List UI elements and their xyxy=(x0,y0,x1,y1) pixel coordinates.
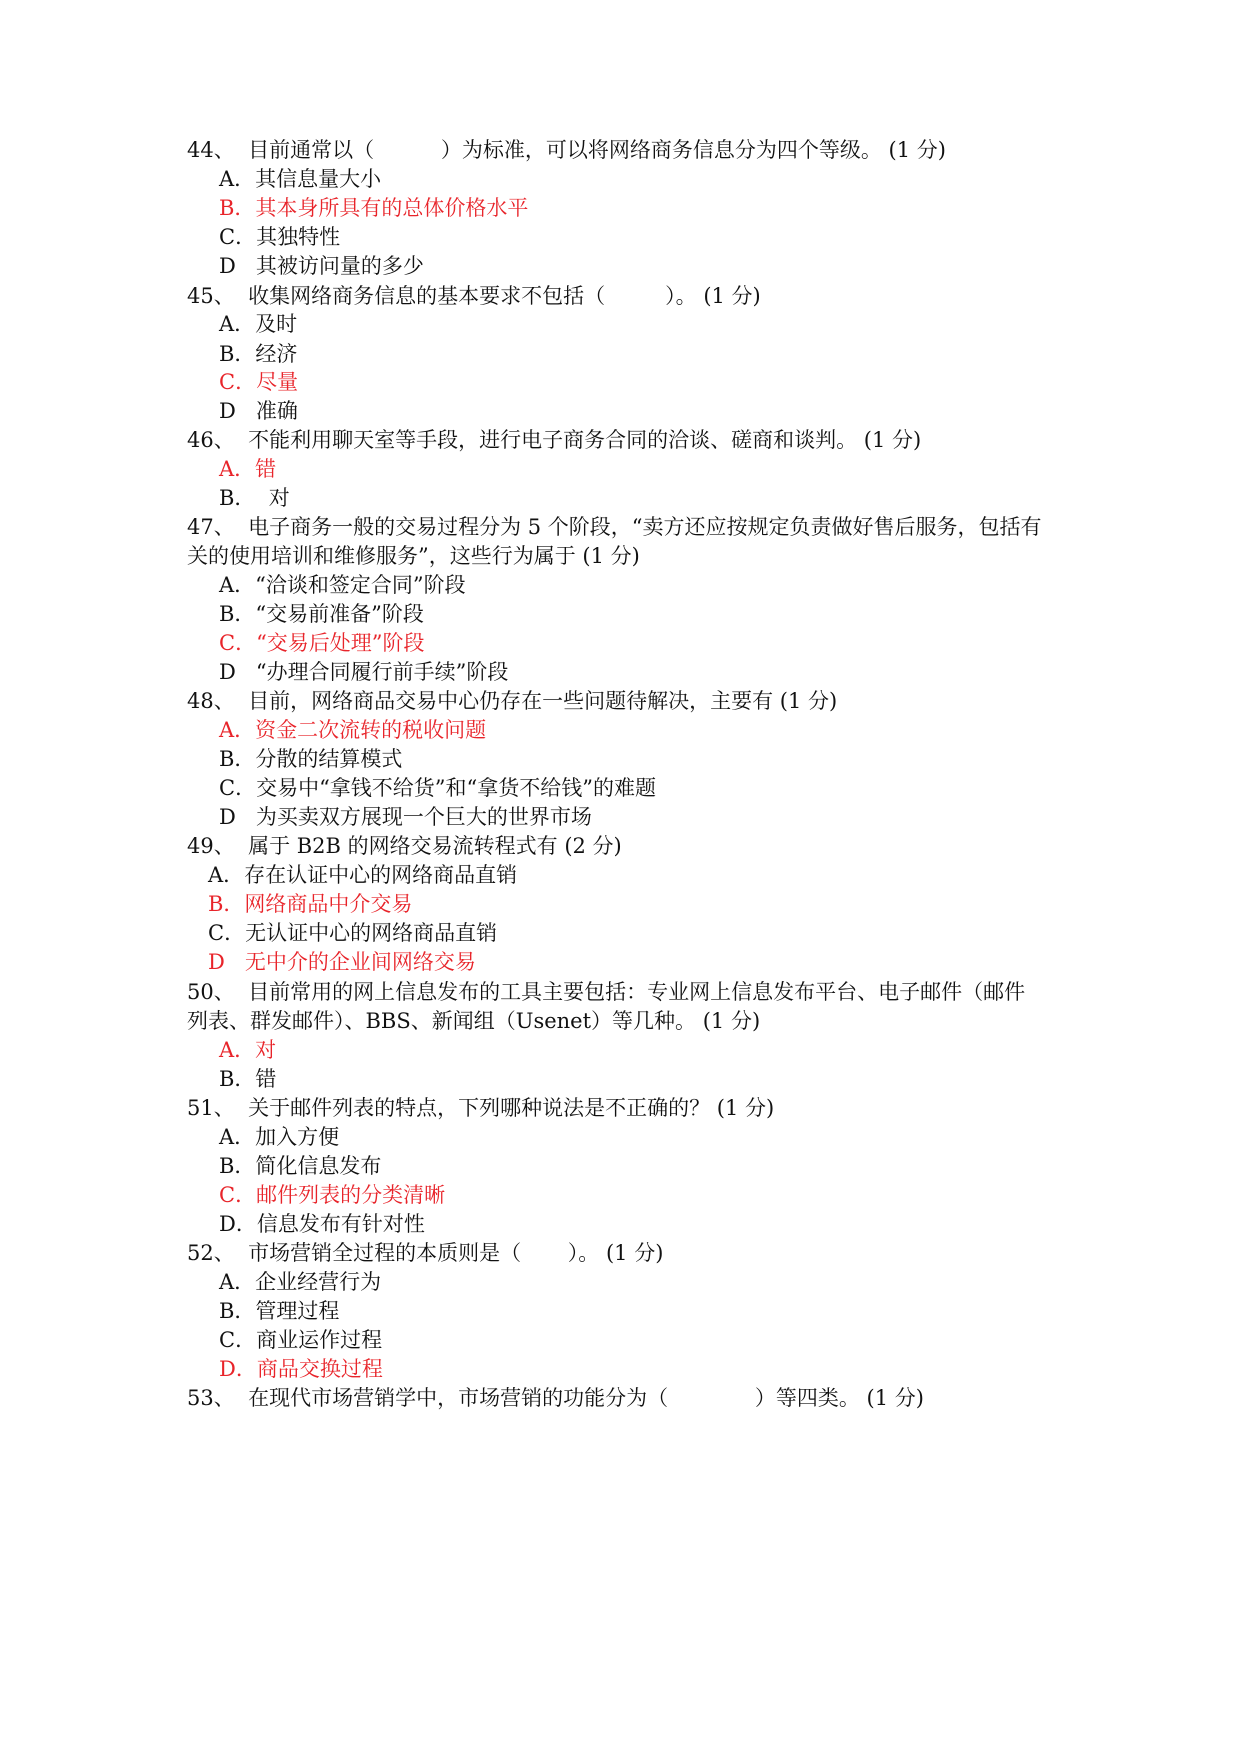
question-51-option-c-correct: C．邮件列表的分类清晰 xyxy=(219,1183,446,1207)
question-52-stem: 52、 市场营销全过程的本质则是（ ）。 (1 分) xyxy=(187,1241,664,1265)
question-46-option-a-correct: A．错 xyxy=(219,457,277,481)
question-46-stem: 46、 不能利用聊天室等手段，进行电子商务合同的洽谈、磋商和谈判。 (1 分) xyxy=(187,428,922,452)
question-48-option-c: C．交易中“拿钱不给货”和“拿货不给钱”的难题 xyxy=(219,776,657,800)
question-47-option-a: A．“洽谈和签定合同”阶段 xyxy=(219,573,466,597)
question-45-stem: 45、 收集网络商务信息的基本要求不包括（ ）。 (1 分) xyxy=(187,284,761,308)
question-47-option-d: D “办理合同履行前手续”阶段 xyxy=(219,660,509,684)
question-53-stem: 53、 在现代市场营销学中，市场营销的功能分为（ ）等四类。 (1 分) xyxy=(187,1386,924,1410)
question-52-option-d-correct: D．商品交换过程 xyxy=(219,1357,383,1381)
question-48-option-a-correct: A．资金二次流转的税收问题 xyxy=(219,718,487,742)
question-48-option-d: D 为买卖双方展现一个巨大的世界市场 xyxy=(219,805,592,829)
question-45-option-c-correct: C．尽量 xyxy=(219,370,299,394)
question-47-stem-line1: 47、 电子商务一般的交易过程分为 5 个阶段，“卖方还应按规定负责做好售后服务，包括有 xyxy=(187,515,1042,539)
question-49-option-d-correct: D 无中介的企业间网络交易 xyxy=(208,950,476,974)
question-47-stem-line2: 关的使用培训和维修服务”，这些行为属于 (1 分) xyxy=(187,544,640,568)
question-48-stem: 48、 目前，网络商品交易中心仍存在一些问题待解决，主要有 (1 分) xyxy=(187,689,838,713)
question-45-option-a: A．及时 xyxy=(219,312,298,336)
question-50-option-b: B．错 xyxy=(219,1067,277,1091)
question-48-option-b: B．分散的结算模式 xyxy=(219,747,403,771)
question-50-stem-line1: 50、 目前常用的网上信息发布的工具主要包括：专业网上信息发布平台、电子邮件（邮件 xyxy=(187,980,1026,1004)
question-47-option-b: B．“交易前准备”阶段 xyxy=(219,602,424,626)
question-51-stem: 51、 关于邮件列表的特点，下列哪种说法是不正确的？ (1 分) xyxy=(187,1096,775,1120)
question-49-option-a: A．存在认证中心的网络商品直销 xyxy=(208,863,518,887)
question-44-stem: 44、 目前通常以（ ）为标准，可以将网络商务信息分为四个等级。 (1 分) xyxy=(187,138,946,162)
question-51-option-b: B．简化信息发布 xyxy=(219,1154,382,1178)
question-52-option-c: C．商业运作过程 xyxy=(219,1328,383,1352)
question-47-option-c-correct: C．“交易后处理”阶段 xyxy=(219,631,425,655)
question-50-stem-line2: 列表、群发邮件）、BBS、新闻组（Usenet）等几种。 (1 分) xyxy=(187,1009,761,1033)
question-52-option-b: B．管理过程 xyxy=(219,1299,340,1323)
question-44-option-b-correct: B．其本身所具有的总体价格水平 xyxy=(219,196,529,220)
question-50-option-a-correct: A．对 xyxy=(219,1038,277,1062)
question-49-option-c: C．无认证中心的网络商品直销 xyxy=(208,921,498,945)
question-49-stem: 49、 属于 B2B 的网络交易流转程式有 (2 分) xyxy=(187,834,622,858)
question-51-option-d: D．信息发布有针对性 xyxy=(219,1212,425,1236)
question-51-option-a: A．加入方便 xyxy=(219,1125,340,1149)
question-44-option-d: D 其被访问量的多少 xyxy=(219,254,424,278)
question-46-option-b: B． 对 xyxy=(219,486,290,510)
question-44-option-a: A．其信息量大小 xyxy=(219,167,382,191)
question-44-option-c: C．其独特性 xyxy=(219,225,341,249)
question-52-option-a: A．企业经营行为 xyxy=(219,1270,382,1294)
question-45-option-b: B．经济 xyxy=(219,342,298,366)
question-45-option-d: D 准确 xyxy=(219,399,298,423)
question-49-option-b-correct: B．网络商品中介交易 xyxy=(208,892,413,916)
